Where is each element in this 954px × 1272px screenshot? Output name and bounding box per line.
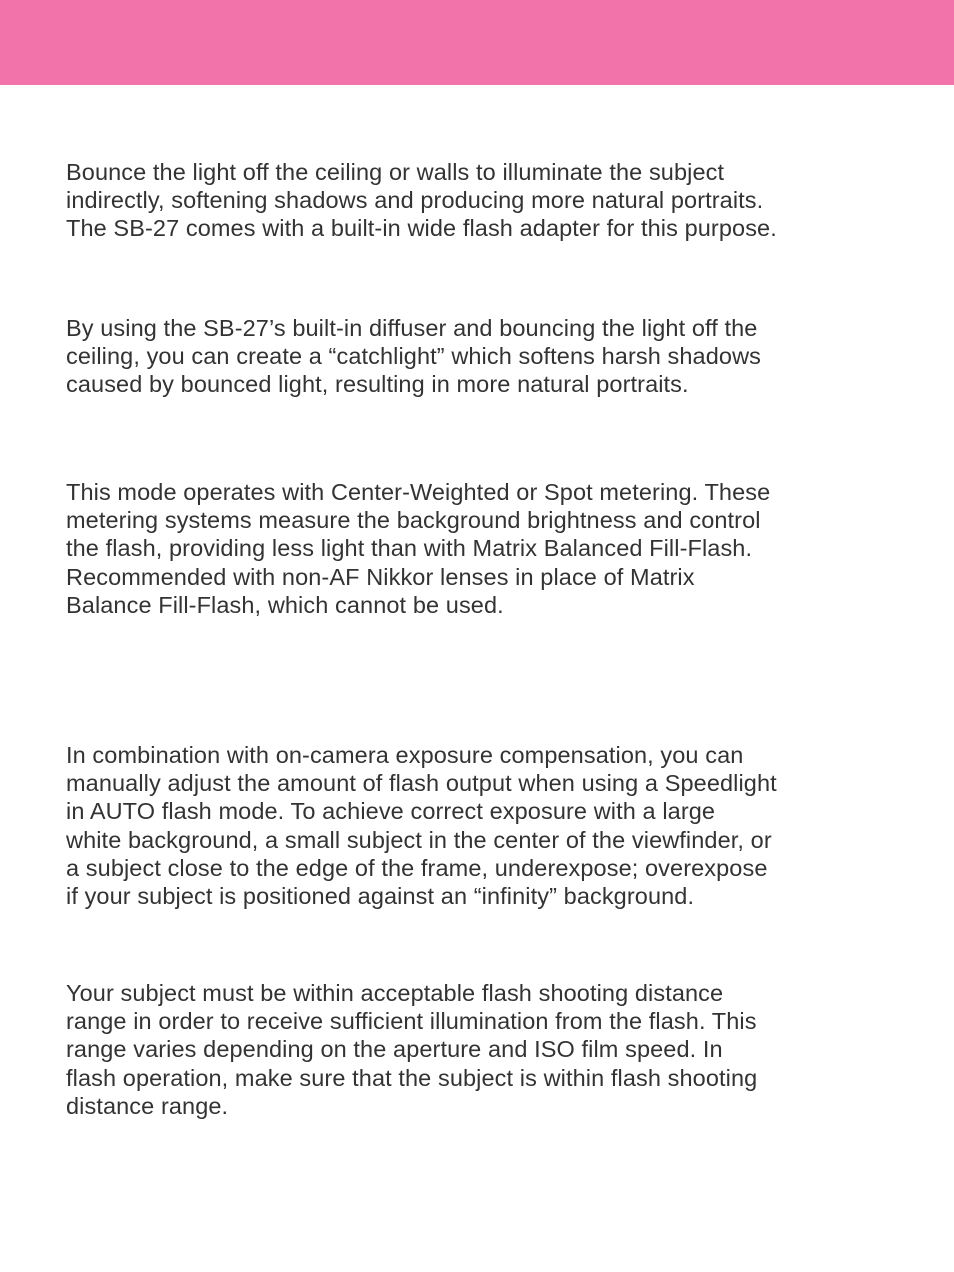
- paragraph-exposure-compensation: In combination with on-camera exposure compensation, you can manually adjust the amount of flash output when using a Speedlight in AUTO flash mode. To achieve correct exposure with a large white background, a small subject in the center of the viewfinder, or a subject close to the edge of the frame, underexpose; overexpose if your subject is positioned against an “infinity” background.: [66, 742, 777, 910]
- header-band: [0, 0, 954, 85]
- paragraph-bounce-flash: Bounce the light off the ceiling or walls to illuminate the subject indirectly, softening shadows and producing more natural portraits. The SB-27 comes with a built-in wide flash adapter for this purpose.: [66, 159, 777, 242]
- paragraph-shooting-distance: Your subject must be within acceptable flash shooting distance range in order to receive sufficient illumination from the flash. This range varies depending on the aperture and ISO film speed. In flash operation, make sure that the subject is within flash shooting distance range.: [66, 980, 758, 1119]
- paragraph-catchlight: By using the SB-27’s built-in diffuser and bouncing the light off the ceiling, you can create a “catchlight” which softens harsh shadows caused by bounced light, resulting in more natural portraits.: [66, 315, 761, 398]
- paragraph-standard-fill-flash: This mode operates with Center-Weighted or Spot metering. These metering systems measure the background brightness and control the flash, providing less light than with Matrix Balanced Fill-Flash. Recommended with non-AF Nikkor lenses in place of Matrix Balance Fill-Flash, which cannot be used.: [66, 479, 771, 618]
